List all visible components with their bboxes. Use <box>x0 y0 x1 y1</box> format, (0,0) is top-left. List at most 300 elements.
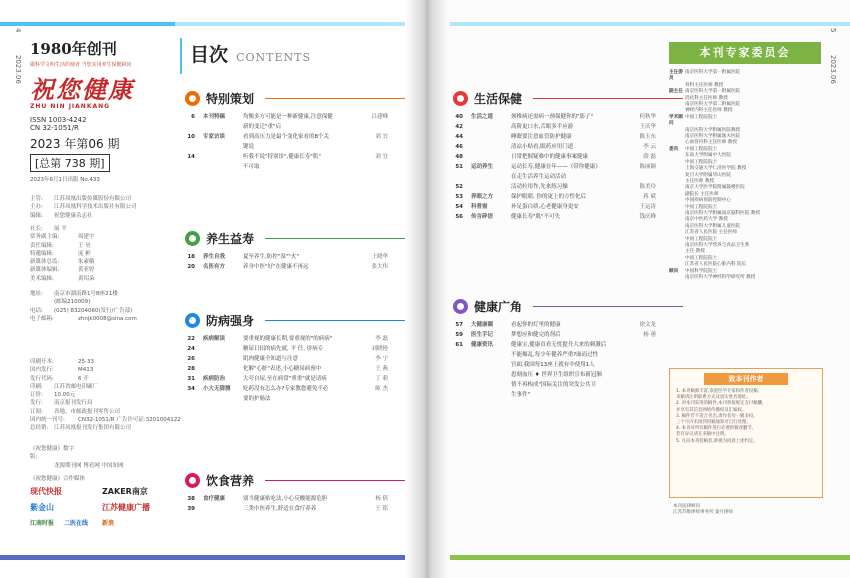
info-value: (025) 83204060(发行/广告部) <box>54 307 133 314</box>
entry-page: 53 <box>455 194 463 200</box>
contents-entry[interactable] <box>175 346 388 353</box>
entry-column <box>203 356 243 363</box>
info-value: 王 昊 <box>78 242 91 249</box>
entry-page: 44 <box>455 134 463 140</box>
entry-title: 看起你的灯里的健康 <box>511 322 561 328</box>
info-value: 25-33 <box>78 359 94 365</box>
entry-page: 24 <box>187 346 195 352</box>
expert-name: 南京医科大学第一附属医院 <box>685 89 741 95</box>
entry-column <box>203 144 243 151</box>
expert-name: 中国工程院院士 <box>685 146 718 152</box>
section-title: 防病强身 <box>206 314 255 328</box>
entry-title: 听我不说"特别诊",健康长寿"肌" <box>243 154 321 160</box>
issue-side-label-right: 2023.06 <box>829 55 837 84</box>
info-row <box>30 307 137 315</box>
entry-column <box>471 382 511 389</box>
contents-entry[interactable] <box>443 214 656 221</box>
contents-entry[interactable] <box>175 396 388 403</box>
entry-page: 42 <box>455 124 463 130</box>
info-row <box>30 258 95 266</box>
info-row <box>30 195 137 203</box>
contents-entry[interactable] <box>443 332 656 339</box>
expert-name: 心血管内科主任医师 教授 <box>685 140 737 146</box>
entry-page: 31 <box>187 376 195 382</box>
top-color-bar <box>0 22 175 26</box>
entry-column <box>203 396 243 403</box>
issue-side-label: 2023.06 <box>14 55 22 84</box>
entry-author <box>626 352 656 359</box>
partner-logo: 二医在线 <box>64 520 89 527</box>
entry-column <box>471 124 511 131</box>
contents-entry[interactable] <box>443 154 656 161</box>
bottom-color-bar-right <box>450 555 850 560</box>
masthead <box>30 38 170 183</box>
contents-entry[interactable] <box>175 376 388 383</box>
notice-line: 2. 对本刊采用的稿件,本刊将按规定支付稿酬, <box>676 401 764 407</box>
contents-entry[interactable] <box>175 264 388 271</box>
info-value: 庞 彬 <box>78 250 91 257</box>
entry-author: 刘 宜 <box>375 134 388 140</box>
expert-name: 复旦大学附属华山医院 <box>685 172 731 178</box>
entry-column: 传言碎语 <box>471 214 494 220</box>
expert-name: 消化科主任医师 教授 <box>685 95 728 101</box>
info-row <box>30 250 95 258</box>
section-divider <box>533 306 683 307</box>
contents-entry[interactable] <box>175 164 388 171</box>
entry-column <box>471 352 511 359</box>
contents-entry[interactable] <box>443 322 656 329</box>
entry-title: 情不再构成"国际关注的突发公共卫 <box>511 382 597 388</box>
info-row <box>30 233 95 241</box>
contents-entry[interactable] <box>443 342 656 349</box>
entry-column: 食疗健康 <box>203 496 226 502</box>
entry-page: 51 <box>455 164 463 170</box>
contents-entry[interactable] <box>443 352 656 359</box>
entry-title: 睡眠要注意血管防护健康 <box>511 134 572 140</box>
entry-title: 大夸自尿,至在病常"重重"就是请病 <box>243 376 327 382</box>
partner-logo: 江苏健康广播 <box>102 503 150 512</box>
expert-name: 江苏省人民医院 主任医师 <box>685 230 737 236</box>
entry-page <box>175 124 195 131</box>
entry-author: 刘晓艳 <box>371 346 388 352</box>
entry-title: 运动长寿,健康在年——《带你健康》 <box>511 164 601 170</box>
info-row <box>30 315 137 323</box>
contents-entry[interactable] <box>175 124 388 131</box>
info-value: (邮编210009) <box>54 299 91 306</box>
expert-name: 骨科主任医师 教授 <box>685 82 724 88</box>
info-value: CN32-1051/R 广告许可证:3201004122 <box>78 417 181 424</box>
expert-name: 南京中医药大学 教授 <box>685 217 728 223</box>
entry-title: 不可取 <box>243 164 260 170</box>
info-key: 国内统一刊号: <box>30 417 65 424</box>
section-heading <box>453 298 522 315</box>
entry-author <box>626 372 656 379</box>
partner-logo: ZAKER南京 <box>102 487 148 496</box>
info-key: 美术编辑: <box>30 275 54 282</box>
section-title: 健康广角 <box>474 300 523 314</box>
expert-name: 江苏省人民医院心脏内科 院长 <box>685 262 747 268</box>
entry-page: 40 <box>455 114 463 120</box>
info-row <box>30 399 181 407</box>
info-row <box>30 212 137 220</box>
entry-title: 高阶更口水,舌眼多半应游 <box>511 124 574 130</box>
entry-column: 健康资讯 <box>471 342 494 348</box>
contents-entry[interactable] <box>443 144 656 151</box>
info-key: 总经销: <box>30 425 49 432</box>
info-key: 国内发行: <box>30 367 54 374</box>
publisher-info <box>30 195 137 220</box>
entry-column: 运动养生 <box>471 164 494 170</box>
contents-entry[interactable] <box>443 392 656 399</box>
entry-title: 颈椎病还需病一颈保健你的"影子" <box>511 114 594 120</box>
expert-role: 顾问 <box>669 268 679 274</box>
issn: ISSN 1003-4242 <box>30 116 87 124</box>
info-value: 江苏省邮电印刷厂 <box>54 383 99 390</box>
expert-row <box>669 275 821 281</box>
section-divider <box>265 320 415 321</box>
expert-role: 委员 <box>669 146 679 152</box>
section-q-icon <box>185 91 200 106</box>
contents-entry[interactable] <box>443 382 656 389</box>
entry-column <box>471 144 511 151</box>
entry-author: 何秋华 <box>639 114 656 120</box>
page-number: 4 <box>14 28 22 33</box>
entry-title: 肌肉健康全知道与注意 <box>243 356 299 362</box>
entry-title: 看到高压力是最个变化家看的8个关 <box>243 134 330 140</box>
entry-column <box>203 506 243 513</box>
entry-column <box>471 392 511 399</box>
entry-page: 34 <box>187 386 195 392</box>
entry-author: 王运涛 <box>639 204 656 210</box>
notice-line: 来稿请注明联系方式及真实姓名地址。 <box>676 395 751 401</box>
entry-page: 18 <box>187 254 195 260</box>
info-key: 常务副主编: <box>30 234 60 241</box>
contents-entry[interactable] <box>175 254 388 261</box>
entry-author: 蒋 斌 <box>643 194 656 200</box>
expert-committee-heading: 本刊专家委员会 <box>669 42 821 64</box>
info-row <box>30 375 181 383</box>
entry-page: 59 <box>455 332 463 338</box>
entry-title: 三类中医养生,舒适在食疗养养 <box>243 506 317 512</box>
contents-entry[interactable] <box>175 134 388 141</box>
top-color-bar-right <box>450 22 850 26</box>
expert-name: 中国科学院院士 <box>685 268 718 274</box>
contents-entry[interactable] <box>175 154 388 161</box>
contents-entry[interactable] <box>443 194 656 201</box>
editorial-info <box>30 225 95 283</box>
contents-entry[interactable] <box>443 174 656 181</box>
info-value: 各地、市邮政报刊零售公司 <box>54 408 121 415</box>
title-accent-bar <box>180 38 182 74</box>
section-divider <box>533 98 683 99</box>
info-value: 南京报刊发行局 <box>54 400 93 407</box>
info-key: 订价: <box>30 392 43 399</box>
contents-entry[interactable] <box>175 366 388 373</box>
entry-column: 大健康圈 <box>471 322 494 328</box>
entry-column: 医生手记 <box>471 332 494 338</box>
entry-column: 生活之道 <box>471 114 494 120</box>
contents-entry[interactable] <box>175 144 388 151</box>
expert-row <box>669 115 821 128</box>
author-notice-title: 致本刊作者 <box>704 373 788 385</box>
entry-title: 新的变迁"重"启 <box>243 124 282 130</box>
contents-entry[interactable] <box>175 356 388 363</box>
section-title: 饮食营养 <box>206 474 255 488</box>
notice-line: 三个月内未接到用稿通知可自行处理。 <box>676 420 751 426</box>
contents-entry[interactable] <box>443 164 656 171</box>
info-row <box>30 383 181 391</box>
entry-author <box>358 124 388 131</box>
entry-page: 20 <box>187 264 195 270</box>
partner-logo: 新浪 <box>102 520 115 527</box>
notice-line: 若有异议请在来稿中注明。 <box>676 432 729 438</box>
distribution-info <box>30 358 181 433</box>
expert-name: 神经内科主任医师 教授 <box>685 108 733 114</box>
expert-row <box>669 70 821 83</box>
section-heading <box>185 312 254 329</box>
partners-heading: 《祝您健康》合作媒体 <box>30 476 86 482</box>
entry-page: 39 <box>187 506 195 512</box>
entry-page: 26 <box>187 356 195 362</box>
entry-title: 宫面,我国每13座上就有中使用1人 <box>511 362 595 368</box>
established: 1980年创刊 <box>30 40 117 58</box>
entry-column <box>471 372 511 379</box>
entry-column: 养眼之方 <box>471 194 494 200</box>
entry-author: 李 宁 <box>375 356 388 362</box>
entry-page <box>443 174 463 181</box>
section-divider <box>265 98 415 99</box>
entry-author <box>358 164 388 171</box>
expert-name: 主任医师 教授 <box>685 178 715 184</box>
contents-entry[interactable] <box>443 372 656 379</box>
entry-author: 陈 杰 <box>375 386 388 392</box>
entry-author: 王 燕 <box>375 366 388 372</box>
entry-page <box>443 372 463 379</box>
info-row <box>30 225 95 233</box>
info-row <box>30 290 137 298</box>
contents-entry[interactable] <box>175 386 388 393</box>
info-key <box>30 298 54 306</box>
entry-page <box>175 164 195 171</box>
entry-page <box>175 144 195 151</box>
entry-author: 陈美玲 <box>639 184 656 190</box>
expert-name: 中国工程院院士 <box>685 159 718 165</box>
info-key: 印刷开本: <box>30 359 54 365</box>
contents-title <box>190 40 311 67</box>
info-key: 订阅: <box>30 408 43 415</box>
section-heading <box>453 90 522 107</box>
section-title: 养生益寿 <box>206 232 255 246</box>
entry-page: 10 <box>187 134 195 140</box>
section-heading <box>185 230 254 247</box>
entry-column: 疾病防治 <box>203 376 226 382</box>
info-value: 祝您健康杂志社 <box>54 212 93 219</box>
info-key: 特邀编辑: <box>30 250 54 257</box>
contents-entry[interactable] <box>175 114 388 121</box>
entry-title: 保护眼睛, 你的更上的方性化后 <box>511 194 586 200</box>
entry-page <box>443 362 463 369</box>
entry-author: 李 磊 <box>375 336 388 342</box>
entry-author <box>358 396 388 403</box>
expert-name: 上海交通大学仁济医学院 教授 <box>685 166 747 172</box>
entry-title: 日常把握疑难中的健康事案健康 <box>511 154 589 160</box>
page-gutter <box>405 0 450 578</box>
info-value: 朱素娥 <box>78 259 95 266</box>
entry-title: 要的护肠法 <box>243 396 271 402</box>
issue-number: 2023 年第06 期 <box>30 137 120 151</box>
entry-author <box>626 392 656 399</box>
info-value: zhnjk0008@sina.com <box>78 315 137 322</box>
entry-author: 王 铭 <box>375 506 388 512</box>
total-issue: [总第 738 期] <box>30 154 110 172</box>
entry-page <box>443 352 463 359</box>
info-key: 电话: <box>30 307 43 314</box>
contents-entry[interactable] <box>443 362 656 369</box>
info-key: 地址: <box>30 291 43 297</box>
info-value: 南京市湖南路1号B座21楼 <box>54 291 118 297</box>
info-row <box>30 416 181 424</box>
entry-page: 14 <box>187 154 195 160</box>
entry-author <box>358 144 388 151</box>
entry-title: 健康宝,健康首看无忧提升大来的刺激后 <box>511 342 607 348</box>
contact-info <box>30 290 137 323</box>
notice-line: 5. 凡向本刊投稿者,即视为同意上述约定。 <box>676 438 758 444</box>
entry-title: 别当健康贴吃法,小心反酸能源危胆 <box>243 496 328 502</box>
entry-title: 活动拉用作,先来练习操 <box>511 184 568 190</box>
expert-role: 学术顾问 <box>669 114 683 127</box>
section-q-icon <box>453 299 468 314</box>
entry-page <box>443 382 463 389</box>
info-key: 编辑: <box>30 212 43 219</box>
entry-author: 李 云 <box>643 144 656 150</box>
info-key: 新媒体总监: <box>30 259 60 266</box>
entry-title: 补足蛋白质,心老健康身更安 <box>511 204 579 210</box>
section-heading <box>185 90 254 107</box>
legal-counsel-line: 江苏苏维律师事务所 秦月律师 <box>673 510 733 515</box>
entry-author: 王晓华 <box>371 254 388 260</box>
entry-page: 38 <box>187 496 195 502</box>
info-value: 6 开 <box>78 375 89 382</box>
info-row <box>30 391 181 399</box>
info-row <box>30 298 137 306</box>
entry-page: 52 <box>455 184 463 190</box>
contents-entry[interactable] <box>175 336 388 343</box>
contents-entry[interactable] <box>175 496 388 503</box>
entry-column: 科普窗 <box>471 204 488 210</box>
contents-entry[interactable] <box>443 134 656 141</box>
entry-title: 均衡多方可能是一种新健康,注意保健 <box>243 114 333 120</box>
entry-column: 专家访谈 <box>203 134 226 140</box>
info-row <box>30 266 95 274</box>
entry-author: 陈丽颖 <box>639 164 656 170</box>
expert-name: 南京大学医学院附属鼓楼医院 <box>685 185 745 191</box>
entry-author: 陈玉东 <box>639 134 656 140</box>
expert-committee-list <box>669 70 821 281</box>
entry-title: 不能爆乱,每少年健养严重?面而过性 <box>511 352 599 358</box>
entry-author: 杨 倩 <box>375 496 388 502</box>
publish-date: 2023年6月1日出版 No.433 <box>30 177 100 183</box>
entry-author: 杨 蕙 <box>643 332 656 338</box>
entry-author <box>626 382 656 389</box>
entry-title: 吃药没有怎么办?专家教您避免不必 <box>243 386 329 392</box>
info-value: M413 <box>78 367 94 374</box>
notice-line: 并享有其信息网络传播权及汇编权。 <box>676 407 747 413</box>
entry-author: 张大伟 <box>371 264 388 270</box>
expert-name: 南京医科大学第一附属医院 <box>685 70 741 75</box>
info-key: 印刷: <box>30 383 43 390</box>
info-row <box>30 445 124 462</box>
entry-page: 6 <box>191 114 195 120</box>
legal-counsel <box>673 504 733 516</box>
info-value: 江苏凤凰科学技术出版社有限公司 <box>54 204 137 211</box>
expert-name: 东南大学附属中大医院 <box>685 153 731 159</box>
partner-logo: 江南时报 <box>30 520 55 527</box>
partner-logo: 紫金山 <box>30 503 54 512</box>
entry-page: 54 <box>455 204 463 210</box>
entry-column: 名医有方 <box>203 264 226 270</box>
entry-column <box>203 154 243 161</box>
info-key: 责任编辑: <box>30 242 54 249</box>
entry-title: 生事件" <box>511 392 531 398</box>
contents-entry[interactable] <box>443 204 656 211</box>
contents-title-zh: 目次 <box>190 44 229 66</box>
expert-name: 副院长 主任医师 <box>685 191 719 197</box>
info-key: 主管: <box>30 196 43 202</box>
magazine-logo: 祝您健康 <box>30 75 134 104</box>
entry-column: 养生自我 <box>203 254 226 260</box>
entry-author: 钱庆峰 <box>639 214 656 220</box>
top-color-bar-light <box>175 22 405 26</box>
expert-name: 南京医科大学附属医院教授 <box>685 127 741 133</box>
expert-name: 南京医科大学神经科学研究所 教授 <box>685 275 756 280</box>
entry-page: 57 <box>455 322 463 328</box>
contents-entry[interactable] <box>175 506 388 513</box>
info-row <box>30 424 181 432</box>
expert-name: 南京医科大学附属逸夫医院 <box>685 134 741 140</box>
expert-role <box>669 275 685 281</box>
info-row <box>30 358 181 366</box>
info-value: 黄绍朵 <box>78 275 95 282</box>
cn-number: CN 32-1051/R <box>30 124 79 132</box>
info-value: 龙源期刊网 博看网 中国知网 <box>54 462 124 469</box>
notice-line: 4. 本刊对所有稿件进行必要的修改删节, <box>676 426 754 432</box>
entry-column <box>203 124 243 131</box>
entry-page <box>443 392 463 399</box>
info-key: 新媒体编辑: <box>30 267 60 274</box>
entry-page: 28 <box>187 366 195 372</box>
contents-entry[interactable] <box>443 184 656 191</box>
notice-line: 3. 稿件若不适合刊出,请作者勿一稿多投, <box>676 413 755 419</box>
entry-author: 徐文龙 <box>639 322 656 328</box>
section-q-icon <box>185 313 200 328</box>
contents-entry[interactable] <box>443 124 656 131</box>
author-notice-box <box>669 368 823 498</box>
entry-page: 61 <box>455 342 463 348</box>
contents-entry[interactable] <box>443 114 656 121</box>
info-row <box>30 462 124 470</box>
expert-name: 中国工程院院士 <box>685 236 718 242</box>
entry-author: 吕建峰 <box>371 114 388 120</box>
entry-title: 键说 <box>243 144 255 150</box>
expert-role: 主任委员 <box>669 70 683 82</box>
info-key <box>30 462 54 470</box>
entry-title: 在走生活养生运动活动 <box>511 174 567 180</box>
magazine-pinyin: ZHU NIN JIANKANG <box>30 103 111 110</box>
entry-page: 46 <box>455 144 463 150</box>
entry-page: 22 <box>187 336 195 342</box>
info-key: 电子邮箱: <box>30 315 54 322</box>
entry-author <box>626 342 656 349</box>
